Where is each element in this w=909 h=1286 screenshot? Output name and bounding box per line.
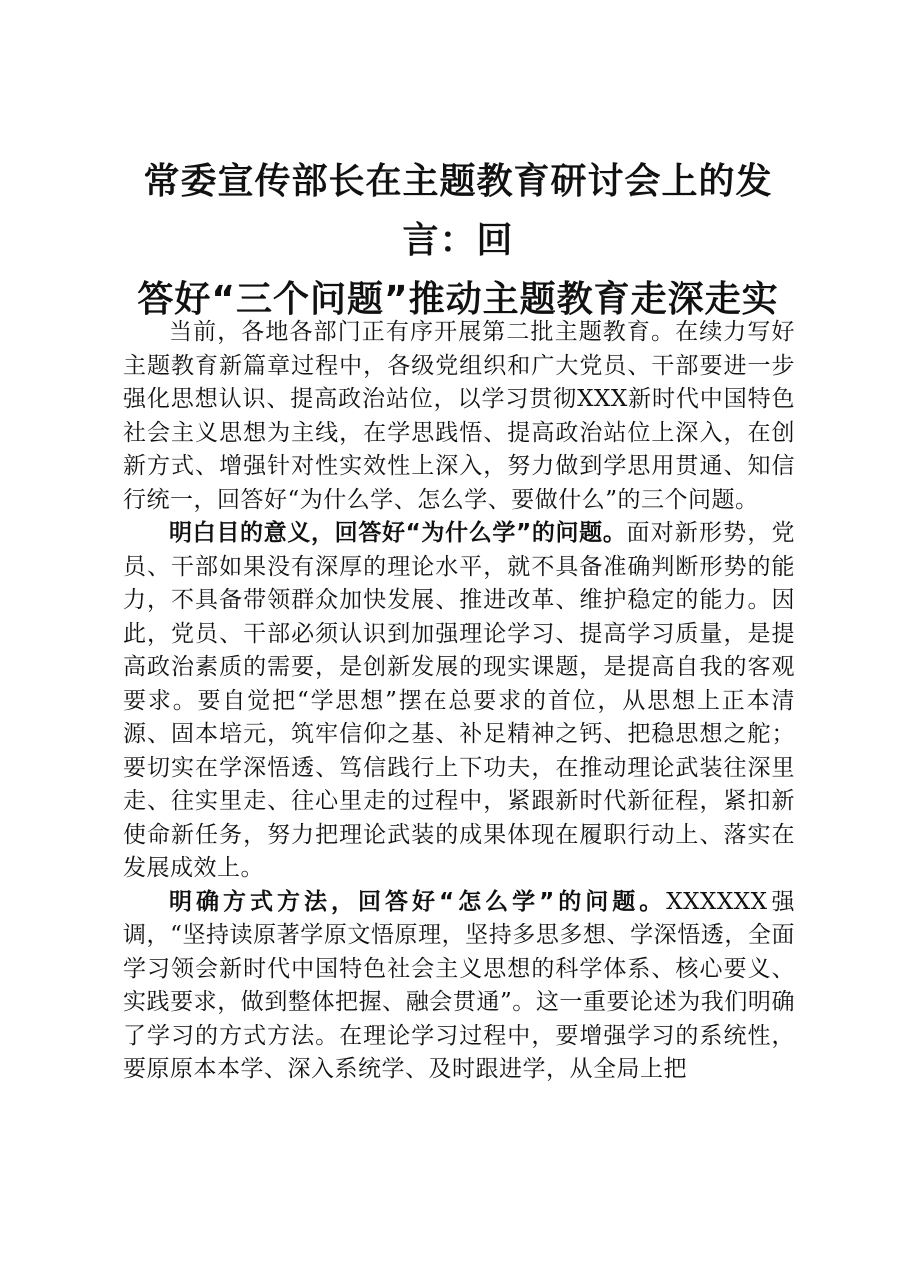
paragraph-why-learn <box>123 517 795 886</box>
title-line-1: 常委宣传部长在主题教育研讨会上的发言：回 <box>143 161 773 261</box>
paragraph-lead: 明白目的意义，回答好“为什么学”的问题。 <box>169 520 627 546</box>
document-title <box>118 152 798 329</box>
document-body <box>123 316 795 1087</box>
paragraph-text: XXXXXX强调，“坚持读原著学原文悟原理，坚持多思多想、学深悟透，全面学习领会新时代中国特色社会主义思想的科学体系、核心要义、实践要求，做到整体把握、融会贯通”。这一重要论述为我们明确了学习的方式方法。在理论学习过程中，要增强学习的系统性，要原原本本学、深入系统学、及时跟进学，从全局上把 <box>123 888 795 1082</box>
paragraph-how-learn <box>123 886 795 1087</box>
paragraph-lead: 明确方式方法，回答好“怎么学”的问题。 <box>169 888 667 915</box>
paragraph-text: 面对新形势，党员、干部如果没有深厚的理论水平，就不具备准确判断形势的能力，不具备带领群众加快发展、推进改革、维护稳定的能力。因此，党员、干部必须认识到加强理论学习、提高学习质量，是提高政治素质的需要，是创新发展的现实课题，是提高自我的客观要求。要自觉把“学思想”摆在总要求的首位，从思想上正本清源、固本培元，筑牢信仰之基、补足精神之钙、把稳思想之舵；要切实在学深悟透、笃信践行上下功夫，在推动理论武装往深里走、往实里走、往心里走的过程中，紧跟新时代新征程，紧扣新使命新任务，努力把理论武装的成果体现在履职行动上、落实在发展成效上。 <box>123 520 795 881</box>
title-line-2: 答好“三个问题”推动主题教育走深走实 <box>137 279 779 320</box>
paragraph-text: 当前，各地各部门正有序开展第二批主题教育。在续力写好主题教育新篇章过程中，各级党组织和广大党员、干部要进一步强化思想认识、提高政治站位，以学习贯彻XXX新时代中国特色社会主义思想为主线，在学思践悟、提高政治站位上深入，在创新方式、增强针对性实效性上深入，努力做到学思用贯通、知信行统一，回答好“为什么学、怎么学、要做什么”的三个问题。 <box>123 319 795 513</box>
paragraph-intro <box>123 316 795 517</box>
